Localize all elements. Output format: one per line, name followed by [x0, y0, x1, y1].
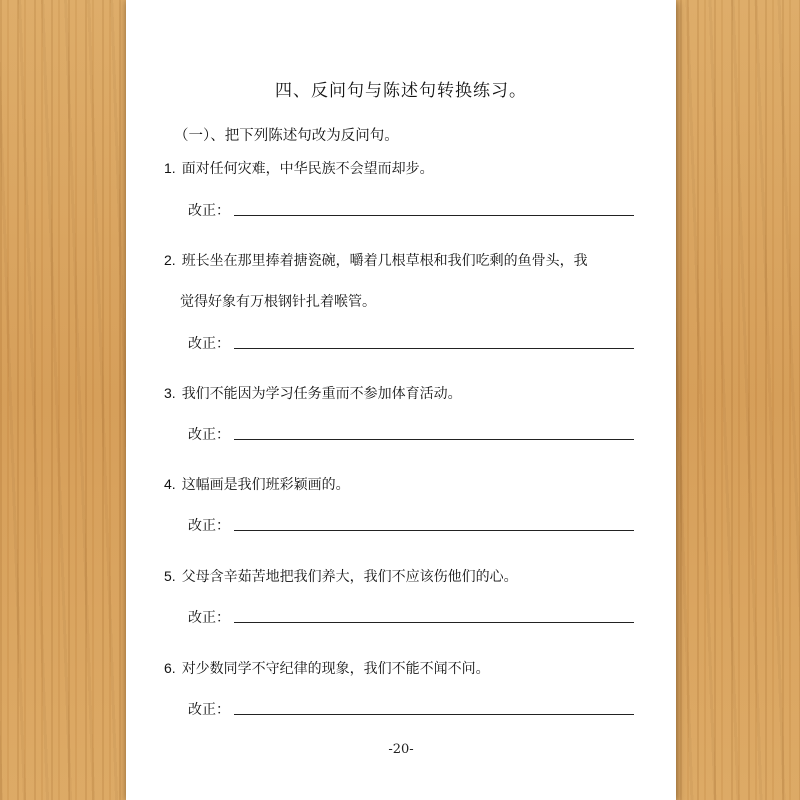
answer-label: 改正： [188, 610, 230, 626]
answer-label: 改正： [188, 702, 230, 718]
question-text: 这幅画是我们班彩颖画的。 [181, 477, 350, 493]
answer-row-1 [188, 201, 634, 223]
answer-line-3[interactable] [234, 439, 634, 440]
question-number: 4. [164, 476, 176, 492]
question-5 [164, 566, 518, 587]
question-6 [164, 658, 490, 679]
question-number: 2. [164, 252, 176, 268]
question-3 [164, 383, 462, 404]
answer-label: 改正： [188, 518, 230, 534]
answer-label: 改正： [188, 203, 230, 219]
answer-line-1[interactable] [234, 215, 634, 216]
answer-line-5[interactable] [234, 622, 634, 623]
question-2 [164, 250, 588, 271]
question-1 [164, 158, 434, 179]
worksheet-title: 四、反问句与陈述句转换练习。 [275, 81, 527, 101]
question-text: 面对任何灾难，中华民族不会望而却步。 [181, 161, 434, 177]
question-text: 班长坐在那里捧着搪瓷碗，嚼着几根草根和我们吃剩的鱼骨头，我 [181, 253, 588, 269]
question-number: 6. [164, 660, 176, 676]
question-text: 父母含辛茹苦地把我们养大，我们不应该伤他们的心。 [181, 569, 518, 585]
answer-line-2[interactable] [234, 348, 634, 349]
worksheet-page [126, 0, 676, 800]
question-text: 对少数同学不守纪律的现象，我们不能不闻不问。 [181, 661, 490, 677]
answer-row-4 [188, 516, 634, 538]
answer-row-2 [188, 334, 634, 356]
answer-label: 改正： [188, 427, 230, 443]
answer-row-5 [188, 608, 634, 630]
question-text: 我们不能因为学习任务重而不参加体育活动。 [181, 386, 462, 402]
section-heading: （一）、把下列陈述句改为反问句。 [174, 128, 399, 144]
answer-line-4[interactable] [234, 530, 634, 531]
page-number: -20- [388, 742, 414, 757]
answer-label: 改正： [188, 336, 230, 352]
answer-row-3 [188, 425, 634, 447]
answer-row-6 [188, 700, 634, 722]
question-4 [164, 474, 350, 495]
question-number: 1. [164, 160, 176, 176]
question-2-continuation: 觉得好象有万根钢针扎着喉管。 [180, 294, 376, 310]
question-number: 3. [164, 385, 176, 401]
answer-line-6[interactable] [234, 714, 634, 715]
question-number: 5. [164, 568, 176, 584]
